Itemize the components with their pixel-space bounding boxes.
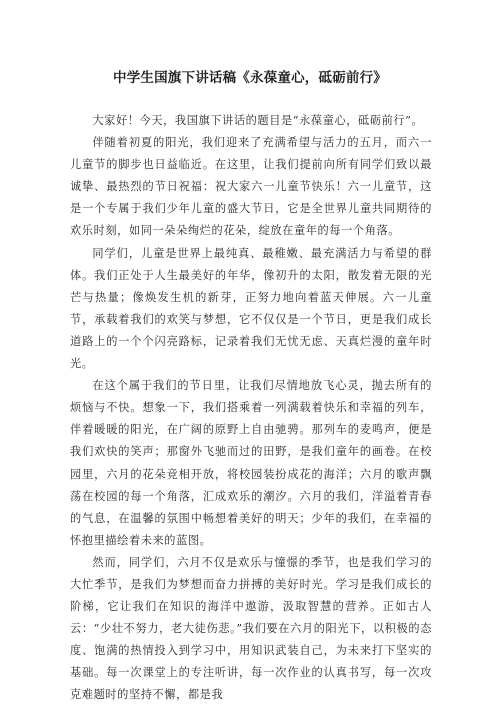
document-body [70, 110, 432, 707]
paragraph: 同学们，儿童是世界上最纯真、最稚嫩、最充满活力与希望的群体。我们正处于人生最美好的年华，像初升的太阳，散发着无限的光芒与热量；像焕发生机的新芽，正努力地向着蓝天伸展。六一儿童节，承载着我们的欢笑与梦想，它不仅仅是一个节日，更是我们成长道路上的一个个闪亮路标，记录着我们无忧无虑、天真烂漫的童年时光。 [70, 246, 432, 371]
document-title: 中学生国旗下讲话稿《永葆童心，砥砺前行》 [113, 70, 387, 86]
paragraph: 伴随着初夏的阳光，我们迎来了充满希望与活力的五月，而六一儿童节的脚步也日益临近。在这里，让我们提前向所有同学们致以最诚挚、最热烈的节日祝福：祝大家六一儿童节快乐！六一儿童节，这是一个专属于我们少年儿童的盛大节日，它是全世界儿童共同期待的欢乐时刻，如同一朵朵绚烂的花朵，绽放在童年的每一个角落。 [70, 136, 432, 238]
paragraph: 在这个属于我们的节日里，让我们尽情地放飞心灵，抛去所有的烦恼与不快。想象一下，我们搭乘着一列满载着快乐和幸福的列车，伴着暖暖的阳光，在广阔的原野上自由驰骋。那列车的麦鸣声，便是我们欢快的笑声；那窗外飞驰而过的田野，是我们童年的画卷。在校园里，六月的花朵竞相开放，将校园装扮成花的海洋；六月的歌声飘荡在校园的每一个角落，汇成欢乐的潮汐。六月的我们，洋溢着青春的气息，在温馨的氛围中畅想着美好的明天；少年的我们，在幸福的怀抱里描绘着未来的蓝图。 [70, 379, 432, 547]
paragraph: 大家好！今天，我国旗下讲话的题目是“永葆童心，砥砺前行”。 [92, 114, 424, 127]
paragraph: 然而，同学们，六月不仅是欢乐与憧憬的季节，也是我们学习的大忙季节，是我们为梦想而奋力拼搏的美好时光。学习是我们成长的阶梯，它让我们在知识的海洋中遨游，汲取智慧的营养。正如古人云：“少壮不努力，老大徒伤悲。”我们要在六月的阳光下，以积极的态度、饱满的热情投入到学习中，用知识武装自己，为未来打下坚实的基础。每一次课堂上的专注听讲，每一次作业的认真书写，每一次攻克难题时的坚持不懈，都是我 [70, 555, 432, 702]
